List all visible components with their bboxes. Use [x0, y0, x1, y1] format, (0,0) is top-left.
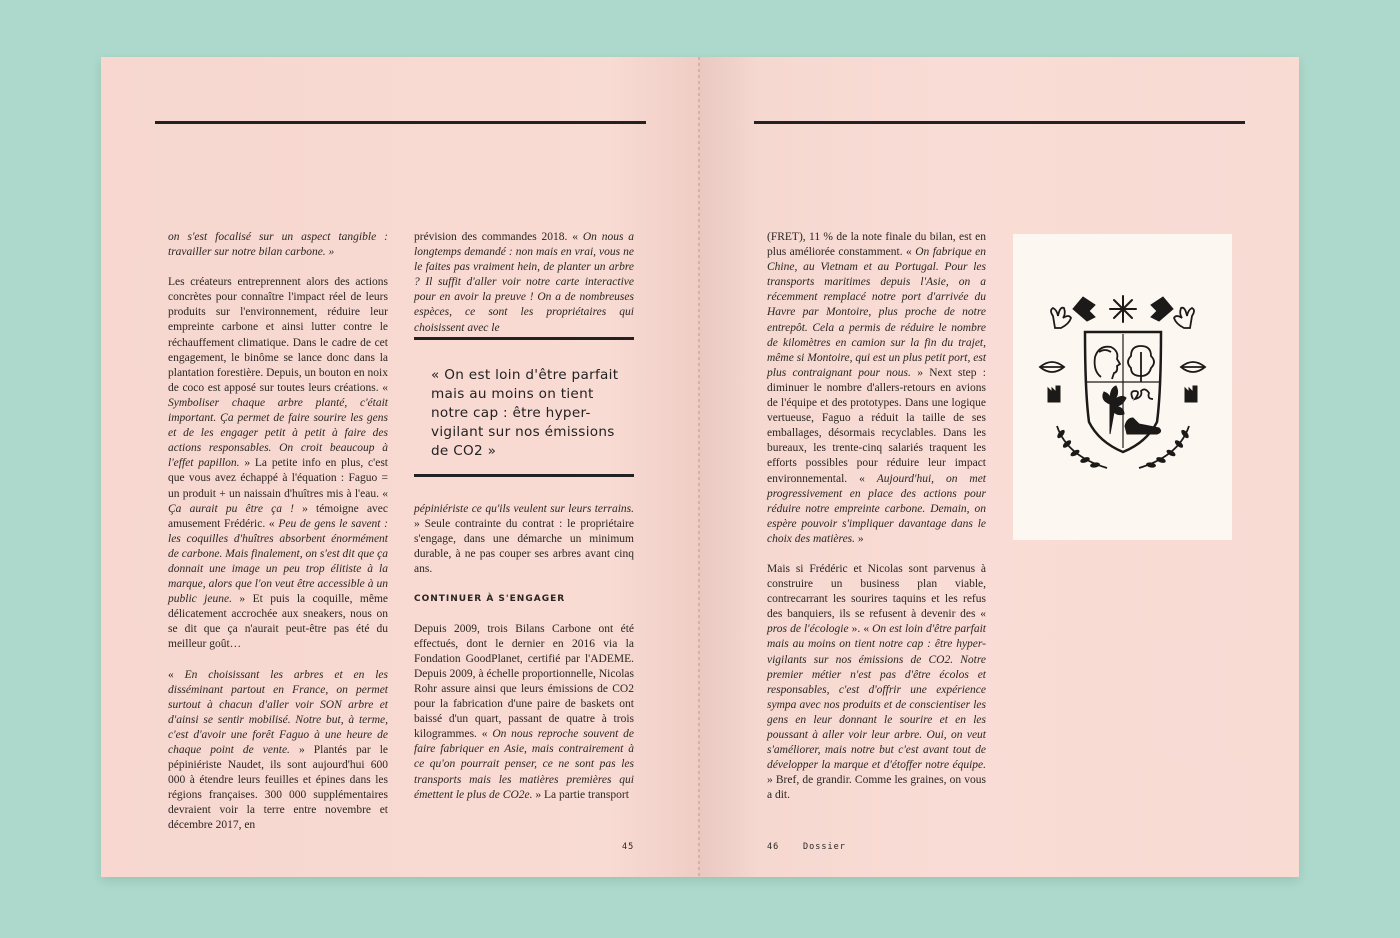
- page-number: 46: [767, 842, 780, 852]
- face-icon: [1095, 347, 1120, 379]
- cap-icon: [1151, 297, 1173, 321]
- paragraph: Mais si Frédéric et Nicolas sont parvenus à construire un business plan viable, contrecarrant les sourires taquins et les refus des banquiers, ils se refusent à devenir des « pros de l'écologie ». « On est loin d'être parfait mais au moins on tient notre cap : être hyper-vigilants sur nos émissions de CO2. Notre premier métier n'est pas d'être écolos et responsables, c'est d'offrir une expérience sympa avec nos produits et de conscientiser les gens en leur donnant le sourire et en les poussant à aller voir leur arbre. Oui, on veut s'améliorer, mais notre but c'est avant tout de développer la marque et d'étoffer notre équipe. » Bref, de grandir. Comme les graines, on vous a dit.: [767, 562, 986, 802]
- paragraph: pépiniériste ce qu'ils veulent sur leurs terrains. » Seule contrainte du contrat : le propriétaire s'engage, dans une démarche un minimum durable, à ne pas couper ses arbres avant cinq ans.: [414, 503, 634, 576]
- left-column-2: [414, 230, 634, 336]
- page-number: 45: [622, 842, 635, 852]
- section-subhead: CONTINUER À S'ENGAGER: [414, 594, 566, 605]
- gutter-binding: [698, 57, 700, 877]
- pull-quote: [414, 337, 634, 477]
- shell-icon: [1131, 389, 1153, 399]
- star-icon: [1110, 296, 1136, 322]
- paragraph: Depuis 2009, trois Bilans Carbone ont été effectués, dont le dernier en 2016 via la Fondation GoodPlanet, certifié par l'ADEME. Depuis 2009, à échelle proportionnelle, Nicolas Rohr assure ainsi que leurs émissions de CO2 pour la fabrication d'une paire de baskets ont baissé d'un quart, passant de quatre à trois kilogrammes. « On nous reproche souvent de faire fabriquer en Asie, mais contrairement à ce qu'on pourrait penser, ce ne sont pas les transports mais les matières premières qui émettent le plus de CO2e. » La partie transport: [414, 622, 634, 801]
- pull-quote-text: « On est loin d'être parfait mais au moins on tient notre cap : être hyper-vigilant sur nos émissions de CO2 »: [431, 367, 619, 459]
- section-label: Dossier: [803, 842, 846, 852]
- left-column-1: [168, 230, 388, 834]
- top-rule-left: [155, 121, 646, 124]
- tree-icon: [1128, 346, 1154, 382]
- paragraph: Les créateurs entreprennent alors des actions concrètes pour connaître l'impact réel de leurs produits sur l'environnement, réduire leur empreinte carbone et ainsi lutter contre le réchauffement climatique. Dans le cadre de cet engagement, le binôme se lance donc dans la plantation forestière. Depuis, un bouton en noix de coco est apposé sur toutes leurs créations. « Symboliser chaque arbre planté, c'était important. Ça permet de faire sourire les gens et de les engager petit à petit à faire des actions responsables. On croit beaucoup à l'effet papillon. » La petite info en plus, c'est que vous avez échappé à l'équation : Faguo = un produit + un naissain d'huîtres mis à l'eau. « Ça aurait pu être ça ! » témoigne avec amusement Frédéric. « Peu de gens le savent : les coquilles d'huîtres absorbent énormément de carbone. Mais finalement, on s'est dit que ça donnait une image un peu trop élitiste à la marque, alors que l'on veut être accessible à un public jeune. » Et puis la coquille, même délicatement accrochée aux sneakers, nous on se dit que ça n'aurait peut-être pas été du meilleur goût…: [168, 276, 389, 651]
- magazine-spread: [101, 57, 1299, 877]
- paragraph: prévision des commandes 2018. « On nous a longtemps demandé : non mais en vrai, vous ne le faites pas vraiment hein, de planter un arbre ? Il suffit d'aller voir notre carte interactive pour en avoir la preuve ! On a de nombreuses espèces, ce sont les propriétaires qui choisissent avec le: [414, 231, 635, 334]
- paragraph: on s'est focalisé sur un aspect tangible : travailler sur notre bilan carbone. »: [168, 231, 388, 259]
- crest-icon: [1013, 234, 1232, 540]
- top-rule-right: [754, 121, 1245, 124]
- left-column-2-continued: [414, 502, 634, 803]
- cap-icon: [1073, 297, 1095, 321]
- right-column-1: [767, 230, 986, 803]
- paragraph: « En choisissant les arbres et en les disséminant partout en France, on permet surtout à chacun d'aller voir SON arbre et d'ainsi se sentir mobilisé. Notre but, à terme, c'est d'avoir une forêt Faguo à une heure de chaque point de vente. » Plantés par le pépiniériste Naudet, ils sont aujourd'hui 600 000 à étendre leurs feuilles et épines dans les régions françaises. 300 000 supplémentaires devraient voir la terre entre novembre et décembre 2017, en: [168, 668, 389, 832]
- left-page: [101, 57, 699, 877]
- crest-illustration: [1013, 234, 1232, 540]
- factory-icon: [1185, 386, 1197, 402]
- factory-icon: [1048, 386, 1060, 402]
- paragraph: (FRET), 11 % de la note finale du bilan, est en plus améliorée constamment. « On fabrique en Chine, au Vietnam et au Portugal. Pour les transports maritimes depuis l'Asie, on a récemment remplacé notre port d'arrivée du Havre par Montoire, plus proche de notre entrepôt. Cela a permis de réduire le nombre de kilomètres en camion sur la fin du trajet, même si Montoire, qui est un plus petit port, est plus contraignant pour nous. » Next step : diminuer le nombre d'allers-retours en avions de l'équipe et des prototypes. Dans une logique vertueuse, Faguo a réduit la taille de ses emballages, désormais recyclables. Dans les bureaux, les trente-cinq salariés traquent les efforts possibles pour réduire leur impact environnemental. « Aujourd'hui, on met progressivement en place des actions pour réduire notre empreinte carbone. Demain, on espère pouvoir s'impliquer davantage dans le choix des matières. »: [767, 231, 987, 545]
